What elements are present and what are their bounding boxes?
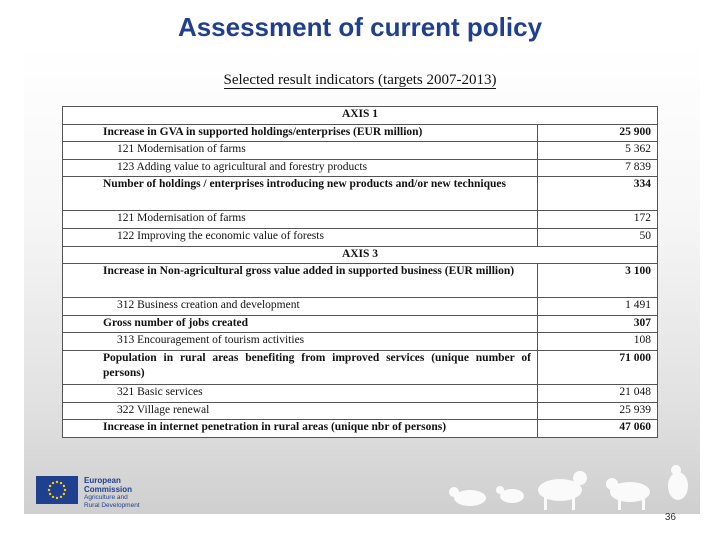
- measure-label: 313 Encouragement of tourism activities: [63, 333, 538, 351]
- table-row: [63, 333, 658, 351]
- table-row: [63, 264, 658, 298]
- indicator-label: Population in rural areas benefiting from improved services (unique number of persons): [63, 350, 538, 384]
- measure-label: 121 Modernisation of farms: [63, 142, 538, 160]
- table-row: [63, 298, 658, 316]
- eu-flag-icon: [36, 476, 78, 504]
- indicator-value: 47 060: [538, 420, 658, 438]
- org-name: European Commission: [84, 476, 133, 494]
- measure-value: 21 048: [538, 384, 658, 402]
- table-row: [63, 420, 658, 438]
- table-subtitle-text: Selected result indicators (targets 2007-2013): [223, 72, 497, 88]
- measure-label: 322 Village renewal: [63, 402, 538, 420]
- indicator-label: Increase in GVA in supported holdings/enterprises (EUR million): [63, 124, 538, 142]
- measure-value: 108: [538, 333, 658, 351]
- slide-title: Assessment of current policy: [177, 12, 543, 42]
- indicator-value: 307: [538, 315, 658, 333]
- measure-label: 122 Improving the economic value of forests: [63, 228, 538, 246]
- indicator-label: Number of holdings / enterprises introducing new products and/or new techniques: [63, 177, 538, 211]
- indicator-value: 3 100: [538, 264, 658, 298]
- axis-header-row: [63, 107, 658, 125]
- table-row: [63, 402, 658, 420]
- measure-value: 50: [538, 228, 658, 246]
- indicator-value: 334: [538, 177, 658, 211]
- dept-line-1: Agriculture and: [84, 494, 128, 501]
- table-row: [63, 315, 658, 333]
- indicator-label: Increase in internet penetration in rural areas (unique nbr of persons): [63, 420, 538, 438]
- table-row: [63, 228, 658, 246]
- dept-line-2: Rural Development: [84, 502, 140, 509]
- measure-label: 123 Adding value to agricultural and forestry products: [63, 159, 538, 177]
- table-row: [63, 384, 658, 402]
- table-row: [63, 211, 658, 229]
- measure-label: 121 Modernisation of farms: [63, 211, 538, 229]
- table-row: [63, 159, 658, 177]
- indicator-label: Gross number of jobs created: [63, 315, 538, 333]
- table-row: [63, 177, 658, 211]
- measure-label: 312 Business creation and development: [63, 298, 538, 316]
- axis-header-row: [63, 246, 658, 264]
- ec-text-block: [84, 476, 166, 510]
- measure-value: 1 491: [538, 298, 658, 316]
- table-row: [63, 142, 658, 160]
- table-row: [63, 350, 658, 384]
- axis-1-header: AXIS 1: [63, 107, 658, 125]
- indicator-value: 71 000: [538, 350, 658, 384]
- measure-value: 5 362: [538, 142, 658, 160]
- european-commission-logo: [36, 474, 166, 508]
- page-number: 36: [664, 512, 676, 523]
- farm-animals-silhouette-icon: [440, 456, 700, 514]
- result-indicators-table: [62, 106, 658, 438]
- indicator-value: 25 900: [538, 124, 658, 142]
- measure-value: 25 939: [538, 402, 658, 420]
- measure-value: 7 839: [538, 159, 658, 177]
- indicator-label: Increase in Non-agricultural gross value added in supported business (EUR million): [63, 264, 538, 298]
- axis-3-header: AXIS 3: [63, 246, 658, 264]
- measure-label: 321 Basic services: [63, 384, 538, 402]
- table-row: [63, 124, 658, 142]
- measure-value: 172: [538, 211, 658, 229]
- table-subtitle: [0, 72, 720, 89]
